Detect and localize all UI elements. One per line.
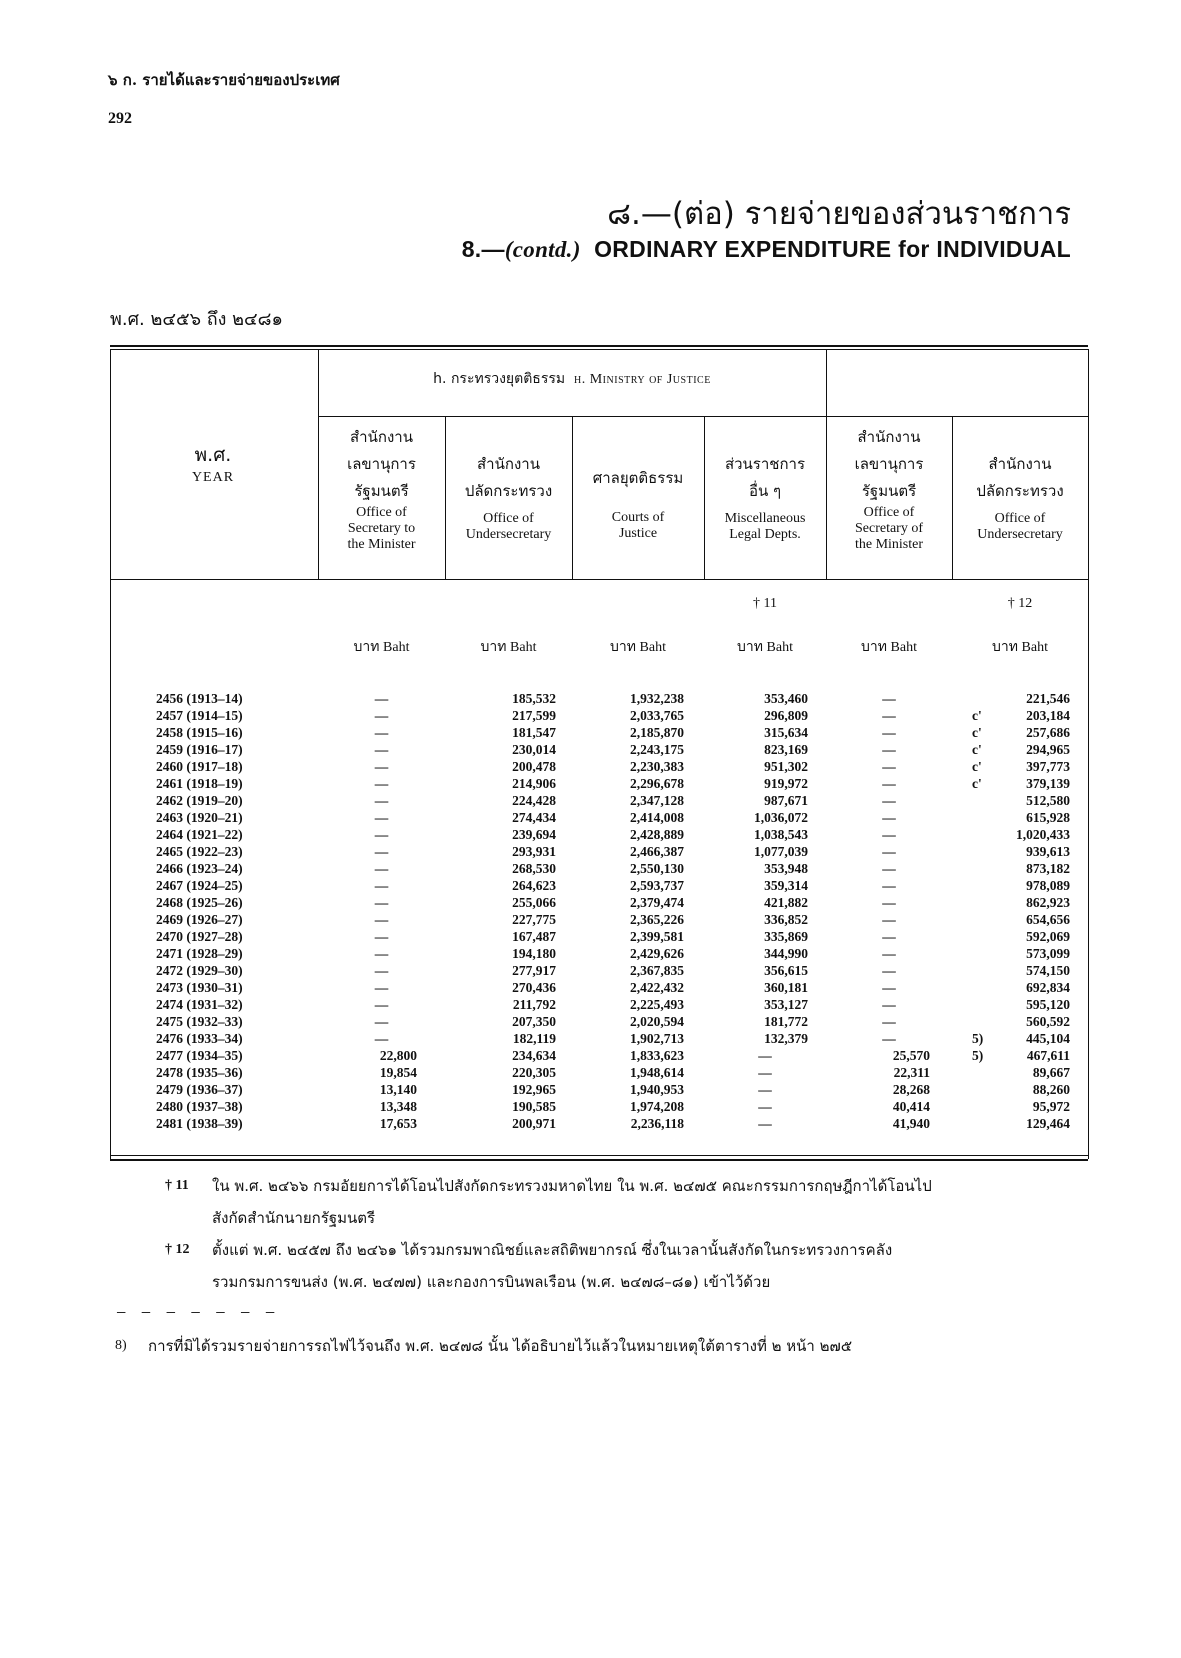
value-cell-col5: —	[882, 980, 896, 995]
col1-en-1: Office of	[356, 505, 407, 520]
value-cell-col1: —	[374, 810, 389, 825]
column-6-note-mark: † 12	[1007, 596, 1033, 611]
value-cell-col2: 270,436	[512, 980, 556, 995]
col4-en-1: Miscellaneous	[724, 511, 806, 526]
value-cell-col5: —	[882, 912, 896, 927]
table-row	[110, 827, 1088, 844]
table-row	[110, 946, 1088, 963]
value-cell-col2: 234,634	[512, 1048, 556, 1063]
col3-en-1: Courts of	[611, 510, 665, 525]
value-cell-col4: 951,302	[764, 759, 808, 774]
table-row	[110, 810, 1088, 827]
column-header-3	[572, 465, 704, 542]
footnote-12-mark: † 12	[165, 1242, 190, 1257]
table-row	[110, 895, 1088, 912]
year-cell: 2463 (1920–21)	[156, 810, 243, 825]
value-cell-col1: 13,348	[379, 1099, 417, 1114]
table-row	[110, 1014, 1088, 1031]
value-cell-col5: —	[882, 691, 896, 706]
footnote-12-line2: รวมกรมการขนส่ง (พ.ศ. ๒๔๗๗) และกองการบินพลเรือน (พ.ศ. ๒๔๗๘–๘๑) เข้าไว้ด้วย	[212, 1273, 771, 1291]
col1-en-2: Secretary to	[347, 521, 416, 536]
value-cell-col4: 421,882	[764, 895, 808, 910]
value-cell-col1: —	[374, 929, 389, 944]
value-cell-col4: 823,169	[764, 742, 808, 757]
value-cell-col2: 224,428	[512, 793, 556, 808]
value-cell-col2: 181,547	[512, 725, 556, 740]
value-cell-col1: —	[374, 759, 389, 774]
table-row	[110, 1099, 1088, 1116]
value-cell-col6: 615,928	[1026, 810, 1070, 825]
value-cell-col6: 379,139	[1026, 776, 1070, 791]
value-cell-col3: 2,236,118	[630, 1116, 684, 1131]
value-cell-col5: —	[882, 827, 896, 842]
value-cell-col5: —	[882, 861, 896, 876]
year-cell: 2456 (1913–14)	[156, 691, 243, 706]
year-cell: 2466 (1923–24)	[156, 861, 243, 876]
value-cell-col3: 2,033,765	[630, 708, 684, 723]
value-cell-col2: 200,971	[512, 1116, 556, 1131]
value-cell-col5: 25,570	[892, 1048, 930, 1063]
value-cell-col6: 95,972	[1032, 1099, 1070, 1114]
value-cell-col3: 2,347,128	[630, 793, 684, 808]
value-cell-col2: 182,119	[512, 1031, 556, 1046]
value-cell-col4: —	[758, 1099, 772, 1114]
bottom-note-mark: 8)	[115, 1338, 127, 1353]
footnote-11-line2: สังกัดสำนักนายกรัฐมนตรี	[212, 1209, 376, 1227]
value-cell-col4: 344,990	[764, 946, 808, 961]
value-cell-col2: 217,599	[512, 708, 556, 723]
value-cell-col3: 1,833,623	[630, 1048, 684, 1063]
table-row	[110, 759, 1088, 776]
value-cell-col6: 978,089	[1026, 878, 1070, 893]
value-cell-col5: —	[882, 963, 896, 978]
col5-thai-3: รัฐมนตรี	[861, 482, 917, 500]
year-cell: 2478 (1935–36)	[156, 1065, 243, 1080]
value-cell-col5: —	[882, 1014, 896, 1029]
value-cell-col3: 2,367,835	[630, 963, 684, 978]
value-cell-col1: —	[374, 878, 389, 893]
subheader-rule	[318, 416, 1088, 417]
value-cell-col3: 2,429,626	[630, 946, 684, 961]
value-cell-col1: —	[374, 742, 389, 757]
col1-en-3: the Minister	[347, 537, 416, 552]
col3-thai-1: ศาลยุตติธรรม	[592, 469, 684, 487]
year-cell: 2473 (1930–31)	[156, 980, 243, 995]
value-cell-col1: —	[374, 912, 389, 927]
value-cell-col4: 132,379	[764, 1031, 808, 1046]
value-cell-col1: 22,800	[379, 1048, 417, 1063]
table-row	[110, 861, 1088, 878]
table-bottom-rule-inner	[110, 1155, 1088, 1156]
table-title-thai: ๘.—(ต่อ) รายจ่ายของส่วนราชการ	[607, 196, 1071, 232]
value-cell-col6: 1,020,433	[1016, 827, 1070, 842]
value-cell-col2: 207,350	[512, 1014, 556, 1029]
value-cell-col5: —	[882, 844, 896, 859]
col6-en-1: Office of	[994, 511, 1046, 526]
value-cell-col6: 574,150	[1026, 963, 1070, 978]
table-row	[110, 1065, 1088, 1082]
year-cell: 2470 (1927–28)	[156, 929, 243, 944]
year-header-english: YEAR	[191, 470, 235, 485]
value-cell-col6: 257,686	[1026, 725, 1070, 740]
value-cell-col6: 88,260	[1032, 1082, 1070, 1097]
year-cell: 2476 (1933–34)	[156, 1031, 243, 1046]
year-header-thai: พ.ศ.	[194, 444, 232, 466]
value-cell-col1: —	[374, 895, 389, 910]
value-cell-col3: 1,932,238	[630, 691, 684, 706]
value-cell-col2: 255,066	[512, 895, 556, 910]
value-cell-col2: 185,532	[512, 691, 556, 706]
value-cell-col4: 1,077,039	[754, 844, 808, 859]
table-top-rule	[110, 345, 1088, 347]
value-cell-col3: 1,902,713	[630, 1031, 684, 1046]
value-cell-col1: —	[374, 691, 389, 706]
col4-en-2: Legal Depts.	[729, 527, 801, 542]
value-cell-col1: —	[374, 776, 389, 791]
year-cell: 2459 (1916–17)	[156, 742, 243, 757]
column-header-2	[445, 451, 572, 543]
unit-col5: บาท Baht	[861, 639, 917, 655]
footnote-11-mark: † 11	[165, 1178, 189, 1193]
value-cell-col3: 1,940,953	[630, 1082, 684, 1097]
value-cell-col6: 294,965	[1026, 742, 1070, 757]
value-cell-col2: 264,623	[512, 878, 556, 893]
value-cell-col6: 89,667	[1032, 1065, 1070, 1080]
year-cell: 2465 (1922–23)	[156, 844, 243, 859]
value-cell-col3: 2,550,130	[630, 861, 684, 876]
value-cell-col4: —	[758, 1048, 772, 1063]
value-cell-col1: —	[374, 708, 389, 723]
year-cell: 2458 (1915–16)	[156, 725, 243, 740]
table-row	[110, 1082, 1088, 1099]
value-cell-col4: 353,948	[764, 861, 808, 876]
table-row	[110, 1048, 1088, 1065]
value-cell-col2: 167,487	[512, 929, 556, 944]
value-cell-col5: —	[882, 793, 896, 808]
value-cell-col3: 2,428,889	[630, 827, 684, 842]
value-cell-col4: 353,460	[764, 691, 808, 706]
row-note-marker: 5)	[972, 1048, 984, 1063]
value-cell-col4: 356,615	[764, 963, 808, 978]
year-cell: 2468 (1925–26)	[156, 895, 243, 910]
value-cell-col2: 214,906	[512, 776, 556, 791]
value-cell-col2: 190,585	[512, 1099, 556, 1114]
value-cell-col5: —	[882, 895, 896, 910]
table-row	[110, 793, 1088, 810]
table-row	[110, 691, 1088, 708]
table-row	[110, 997, 1088, 1014]
table-row	[110, 1116, 1088, 1133]
table-row	[110, 776, 1088, 793]
value-cell-col6: 595,120	[1026, 997, 1070, 1012]
title-contd: (contd.)	[504, 237, 581, 262]
value-cell-col4: 987,671	[764, 793, 808, 808]
table-row	[110, 963, 1088, 980]
year-cell: 2457 (1914–15)	[156, 708, 243, 723]
footnote-11-line1: ใน พ.ศ. ๒๔๖๖ กรมอัยยการได้โอนไปสังกัดกระทรวงมหาดไทย ใน พ.ศ. ๒๔๗๕ คณะกรรมการกฤษฎีกาได้โอนไป	[212, 1177, 932, 1195]
value-cell-col2: 227,775	[512, 912, 556, 927]
year-column-header	[110, 440, 316, 486]
column-header-4	[704, 451, 826, 543]
table-row	[110, 742, 1088, 759]
value-cell-col3: 2,466,387	[630, 844, 684, 859]
value-cell-col5: 40,414	[892, 1099, 930, 1114]
value-cell-col6: 692,834	[1026, 980, 1070, 995]
value-cell-col5: —	[882, 997, 896, 1012]
title-prefix: 8.—	[461, 236, 505, 262]
col6-thai-1: สำนักงาน	[988, 455, 1052, 473]
table-title-english	[462, 236, 1071, 263]
value-cell-col3: 2,230,383	[630, 759, 684, 774]
value-cell-col2: 274,434	[512, 810, 556, 825]
value-cell-col6: 573,099	[1026, 946, 1070, 961]
value-cell-col6: 560,592	[1026, 1014, 1070, 1029]
column-header-5	[826, 424, 952, 553]
value-cell-col4: 359,314	[764, 878, 808, 893]
table-bottom-rule	[110, 1159, 1088, 1161]
value-cell-col2: 194,180	[512, 946, 556, 961]
table-row	[110, 1031, 1088, 1048]
value-cell-col3: 2,422,432	[630, 980, 684, 995]
col1-thai-3: รัฐมนตรี	[354, 482, 409, 500]
col5-en-1: Office of	[863, 505, 915, 520]
value-cell-col4: 296,809	[764, 708, 808, 723]
year-cell: 2469 (1926–27)	[156, 912, 243, 927]
value-cell-col4: 919,972	[764, 776, 808, 791]
table-row	[110, 844, 1088, 861]
year-cell: 2475 (1932–33)	[156, 1014, 243, 1029]
column-header-6	[952, 451, 1088, 543]
value-cell-col2: 277,917	[512, 963, 556, 978]
unit-col1: บาท Baht	[353, 639, 410, 655]
year-cell: 2474 (1931–32)	[156, 997, 243, 1012]
value-cell-col4: —	[758, 1116, 772, 1131]
value-cell-col2: 268,530	[512, 861, 556, 876]
value-cell-col5: —	[882, 708, 896, 723]
row-note-marker: c'	[972, 742, 982, 757]
unit-col2: บาท Baht	[480, 639, 537, 655]
table-top-rule-inner	[110, 349, 1088, 350]
year-cell: 2467 (1924–25)	[156, 878, 243, 893]
value-cell-col6: 445,104	[1026, 1031, 1070, 1046]
period-label: พ.ศ. ๒๔๕๖ ถึง ๒๔๘๑	[110, 309, 283, 330]
bottom-note-text: การที่มิได้รวมรายจ่ายการรถไฟไว้จนถึง พ.ศ. ๒๔๗๘ นั้น ได้อธิบายไว้แล้วในหมายเหตุใต้ตารางที่ ๒ หน้า ๒๗๕	[148, 1337, 853, 1355]
value-cell-col5: —	[882, 759, 896, 774]
year-cell: 2477 (1934–35)	[156, 1048, 243, 1063]
col5-en-3: the Minister	[854, 537, 924, 552]
value-cell-col4: 353,127	[764, 997, 808, 1012]
table-row	[110, 929, 1088, 946]
value-cell-col1: —	[374, 725, 389, 740]
value-cell-col4: 335,869	[764, 929, 808, 944]
col3-en-2: Justice	[618, 526, 658, 541]
value-cell-col3: 1,948,614	[630, 1065, 684, 1080]
page-number: 292	[108, 110, 132, 127]
unit-col3: บาท Baht	[610, 639, 666, 655]
row-note-marker: 5)	[972, 1031, 984, 1046]
value-cell-col6: 862,923	[1026, 895, 1070, 910]
value-cell-col5: —	[882, 810, 896, 825]
value-cell-col1: —	[374, 861, 389, 876]
value-cell-col6: 467,611	[1026, 1048, 1070, 1063]
footnote-12-line1: ตั้งแต่ พ.ศ. ๒๔๕๗ ถึง ๒๔๖๑ ได้รวมกรมพาณิชย์และสถิติพยากรณ์ ซึ่งในเวลานั้นสังกัดในกระทรวงการคลัง	[212, 1241, 893, 1259]
value-cell-col5: —	[882, 742, 896, 757]
value-cell-col1: 13,140	[379, 1082, 417, 1097]
year-cell: 2479 (1936–37)	[156, 1082, 243, 1097]
value-cell-col3: 2,243,175	[630, 742, 684, 757]
value-cell-col6: 939,613	[1026, 844, 1070, 859]
value-cell-col1: 17,653	[379, 1116, 417, 1131]
column-4-note-mark: † 11	[753, 596, 777, 611]
value-cell-col1: —	[374, 997, 389, 1012]
unit-col4: บาท Baht	[737, 639, 793, 655]
value-cell-col3: 2,399,581	[630, 929, 684, 944]
table-row	[110, 980, 1088, 997]
year-cell: 2462 (1919–20)	[156, 793, 243, 808]
title-main: ORDINARY EXPENDITURE for INDIVIDUAL	[594, 236, 1071, 262]
year-cell: 2461 (1918–19)	[156, 776, 243, 791]
table-row	[110, 708, 1088, 725]
value-cell-col1: —	[374, 980, 389, 995]
value-cell-col4: 336,852	[764, 912, 808, 927]
ministry-heading-thai: h. กระทรวงยุตติธรรม	[433, 371, 566, 387]
value-cell-col6: 397,773	[1026, 759, 1070, 774]
value-cell-col3: 2,593,737	[630, 878, 684, 893]
value-cell-col5: —	[882, 878, 896, 893]
value-cell-col6: 129,464	[1026, 1116, 1070, 1131]
value-cell-col4: 181,772	[764, 1014, 808, 1029]
value-cell-col3: 2,414,008	[630, 810, 684, 825]
col6-en-2: Undersecretary	[977, 527, 1063, 542]
value-cell-col3: 2,185,870	[630, 725, 684, 740]
table-row	[110, 912, 1088, 929]
row-note-marker: c'	[972, 776, 982, 791]
value-cell-col1: —	[374, 844, 389, 859]
value-cell-col4: 315,634	[764, 725, 808, 740]
value-cell-col2: 200,478	[512, 759, 556, 774]
row-note-marker: c'	[972, 759, 982, 774]
running-head: ๖ ก. รายได้และรายจ่ายของประเทศ	[108, 71, 340, 89]
value-cell-col4: 1,038,543	[754, 827, 808, 842]
year-cell: 2471 (1928–29)	[156, 946, 243, 961]
value-cell-col6: 654,656	[1026, 912, 1070, 927]
col5-thai-1: สำนักงาน	[857, 428, 921, 446]
row-note-marker: c'	[972, 725, 982, 740]
value-cell-col4: 360,181	[764, 980, 808, 995]
value-cell-col6: 203,184	[1026, 708, 1070, 723]
value-cell-col1: —	[374, 946, 389, 961]
value-cell-col3: 2,296,678	[630, 776, 684, 791]
col4-thai-2: อื่น ๆ	[748, 482, 782, 500]
col2-thai-2: ปลัดกระทรวง	[464, 482, 553, 500]
value-cell-col5: —	[882, 725, 896, 740]
header-bottom-rule	[110, 579, 1088, 580]
table-row	[110, 878, 1088, 895]
value-cell-col2: 239,694	[512, 827, 556, 842]
col1-thai-2: เลขานุการ	[347, 455, 416, 473]
col2-en-2: Undersecretary	[465, 527, 552, 542]
table-body	[110, 691, 1088, 1133]
value-cell-col1: —	[374, 827, 389, 842]
value-cell-col2: 192,965	[512, 1082, 556, 1097]
value-cell-col3: 2,020,594	[630, 1014, 684, 1029]
ministry-heading	[318, 368, 826, 390]
value-cell-col4: —	[758, 1082, 772, 1097]
value-cell-col1: —	[374, 963, 389, 978]
value-cell-col5: 28,268	[892, 1082, 930, 1097]
ministry-heading-english: h. Ministry of Justice	[574, 372, 711, 387]
year-cell: 2481 (1938–39)	[156, 1116, 243, 1131]
col6-thai-2: ปลัดกระทรวง	[976, 482, 1064, 500]
value-cell-col6: 512,580	[1026, 793, 1070, 808]
value-cell-col3: 2,225,493	[630, 997, 684, 1012]
value-cell-col2: 293,931	[512, 844, 556, 859]
value-cell-col6: 221,546	[1026, 691, 1070, 706]
row-note-marker: c'	[972, 708, 982, 723]
value-cell-col2: 230,014	[512, 742, 556, 757]
value-cell-col5: —	[882, 929, 896, 944]
table-row	[110, 725, 1088, 742]
col5-thai-2: เลขานุการ	[854, 455, 924, 473]
value-cell-col5: —	[882, 776, 896, 791]
col1-thai-1: สำนักงาน	[350, 428, 413, 446]
value-cell-col4: 1,036,072	[754, 810, 808, 825]
value-cell-col3: 2,365,226	[630, 912, 684, 927]
col5-en-2: Secretary of	[854, 521, 924, 536]
value-cell-col5: 22,311	[893, 1065, 930, 1080]
year-cell: 2460 (1917–18)	[156, 759, 243, 774]
unit-col6: บาท Baht	[992, 639, 1048, 655]
value-cell-col1: —	[374, 793, 389, 808]
year-cell: 2464 (1921–22)	[156, 827, 243, 842]
value-cell-col3: 1,974,208	[630, 1099, 684, 1114]
col2-thai-1: สำนักงาน	[477, 455, 540, 473]
value-cell-col6: 873,182	[1026, 861, 1070, 876]
value-cell-col1: 19,854	[379, 1065, 417, 1080]
column-header-1	[318, 424, 445, 553]
value-cell-col3: 2,379,474	[630, 895, 684, 910]
value-cell-col5: —	[882, 946, 896, 961]
value-cell-col1: —	[374, 1014, 389, 1029]
value-cell-col4: —	[758, 1065, 772, 1080]
col2-en-1: Office of	[483, 511, 534, 526]
value-cell-col2: 220,305	[512, 1065, 556, 1080]
footnote-separator: — — — — — — —	[117, 1305, 279, 1321]
value-cell-col6: 592,069	[1026, 929, 1070, 944]
year-cell: 2480 (1937–38)	[156, 1099, 243, 1114]
value-cell-col2: 211,792	[512, 997, 556, 1012]
value-cell-col5: 41,940	[892, 1116, 930, 1131]
value-cell-col5: —	[882, 1031, 896, 1046]
col4-thai-1: ส่วนราชการ	[724, 455, 806, 473]
table-right-border	[1088, 349, 1089, 1159]
value-cell-col1: —	[374, 1031, 389, 1046]
year-cell: 2472 (1929–30)	[156, 963, 243, 978]
